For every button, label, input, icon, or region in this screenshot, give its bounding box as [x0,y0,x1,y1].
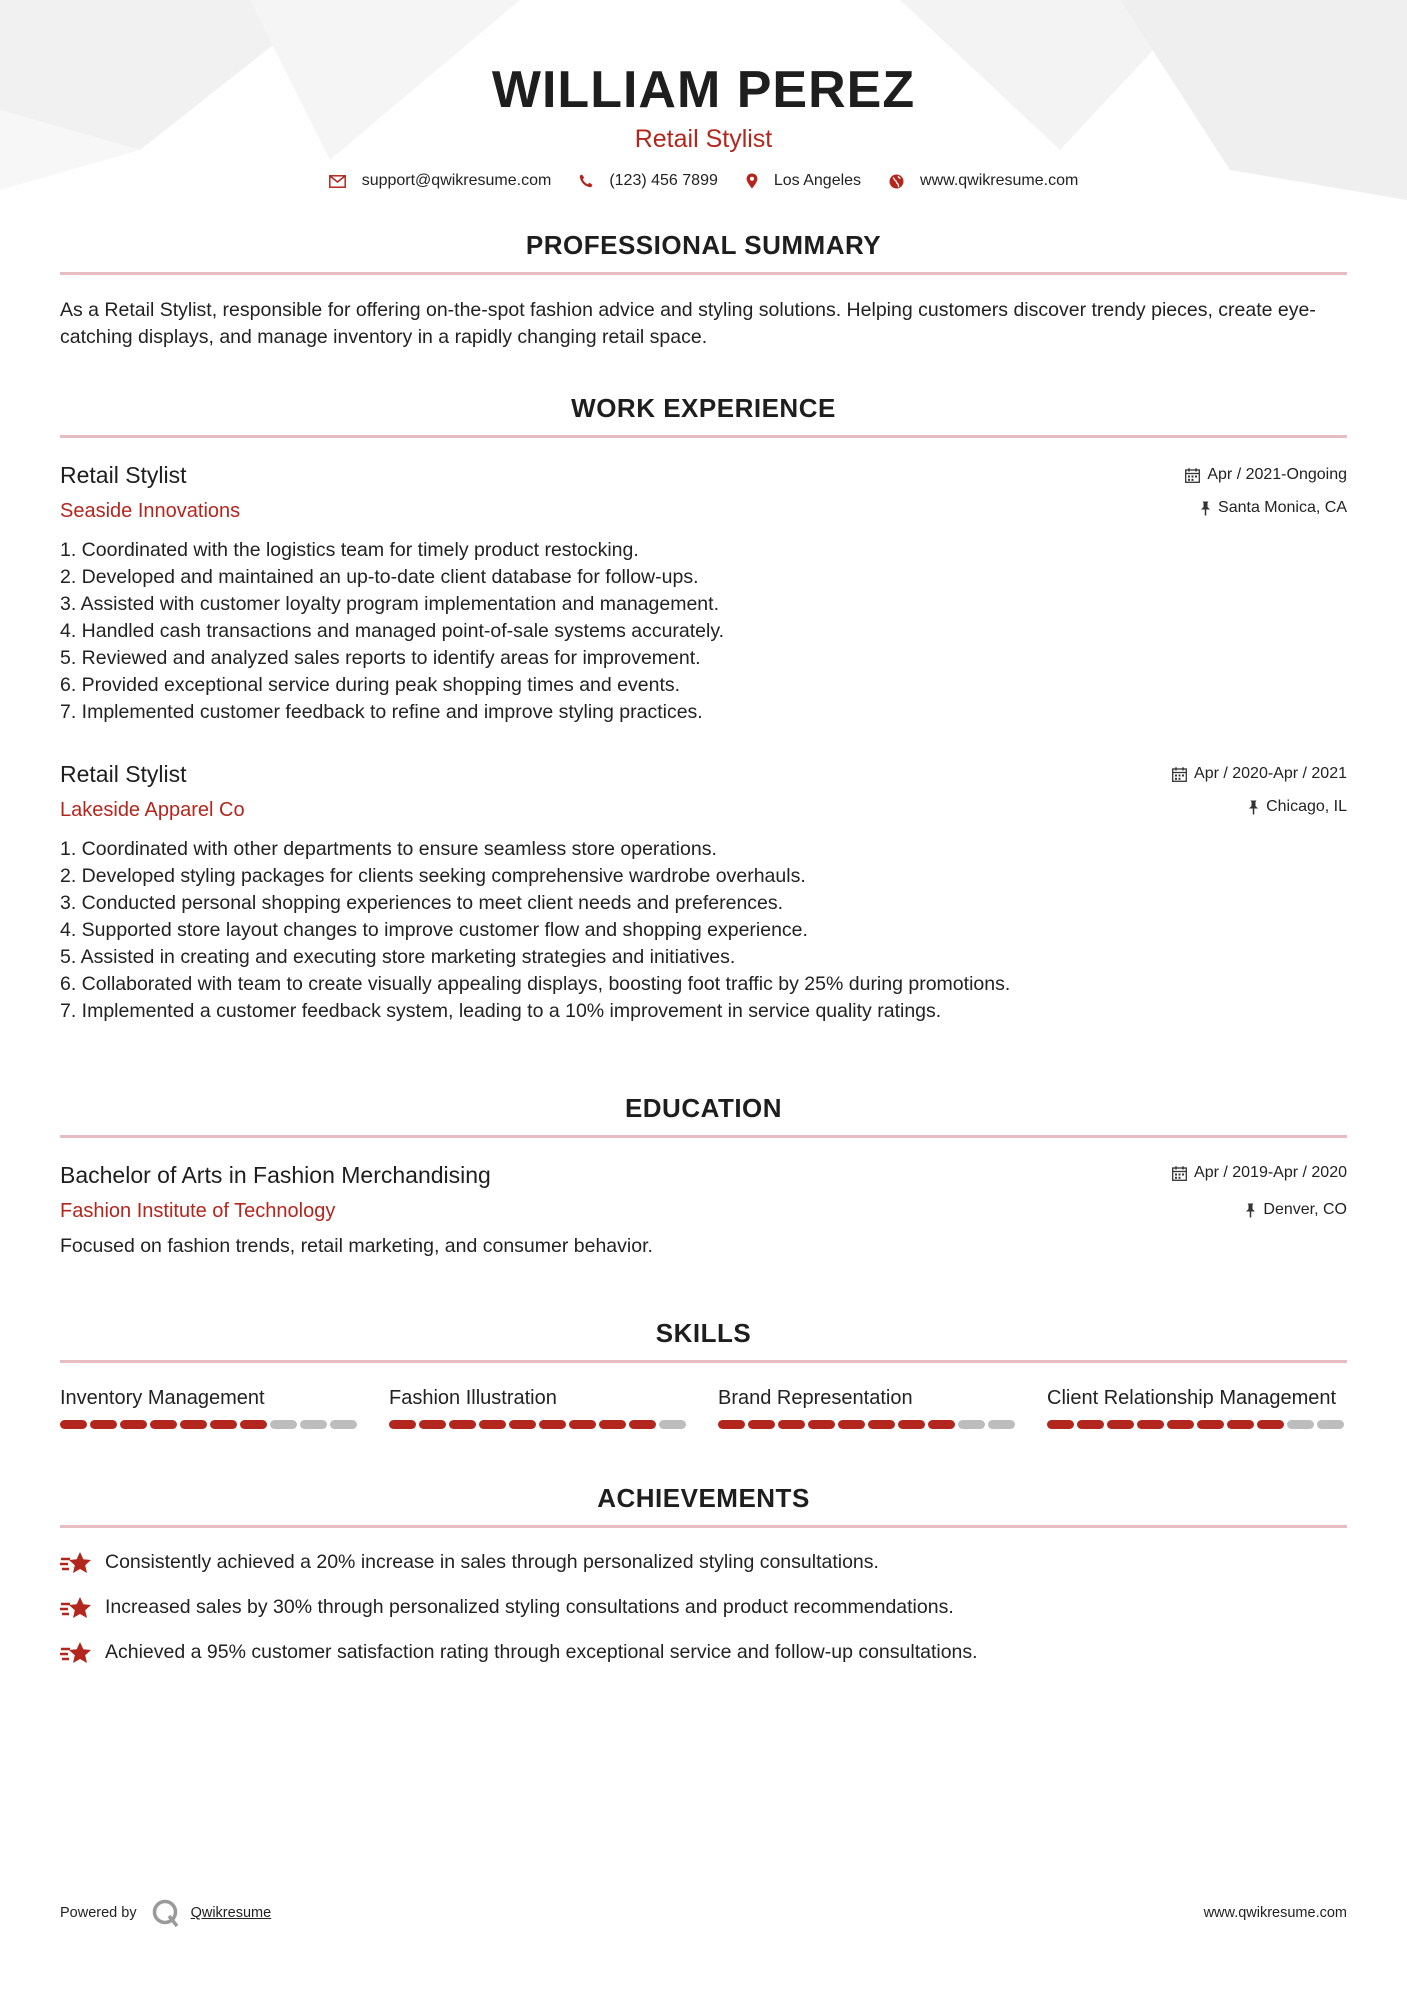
skill-name: Inventory Management [60,1387,265,1409]
job-location [1185,498,1347,518]
list-item: 7. Implemented customer feedback to refine and improve styling practices. [60,701,703,723]
job-meta [1172,759,1347,817]
job-role: Retail Stylist [60,761,187,787]
skill-dot-filled [778,1420,805,1429]
section-divider [60,1360,1347,1363]
skill-dot-empty [1287,1420,1314,1429]
contact-phone[interactable] [579,172,718,190]
skill-dot-filled [1167,1420,1194,1429]
job-company: Seaside Innovations [60,500,241,522]
powered-by-label: Powered by [60,1905,137,1921]
skill-dot-filled [210,1420,237,1429]
achievement-item [60,1540,1347,1585]
candidate-name: WILLIAM PEREZ [491,61,916,119]
skill-dot-filled [599,1420,626,1429]
job-dates-text: Apr / 2021-Ongoing [1207,466,1347,483]
skill-dot-empty [958,1420,985,1429]
phone-text: (123) 456 7899 [609,172,718,189]
skill-dot-empty [270,1420,297,1429]
skill-dot-filled [748,1420,775,1429]
qwikresume-logo-icon [151,1898,181,1928]
summary-section [60,228,1347,351]
section-divider [60,1135,1347,1138]
contact-bar [60,172,1347,190]
skill-dot-filled [1257,1420,1284,1429]
job-location-text: Chicago, IL [1266,798,1347,815]
education-description: Focused on fashion trends, retail marketing, and consumer behavior. [60,1235,653,1257]
star-icon [60,1595,93,1621]
job-dates [1172,764,1347,784]
skill-dot-filled [1077,1420,1104,1429]
section-divider [60,272,1347,275]
skill-dot-filled [1107,1420,1134,1429]
skill-rating [389,1420,718,1429]
footer [60,1898,1347,1928]
experience-section [60,391,1347,1025]
skill-dot-filled [120,1420,147,1429]
envelope-icon [329,175,346,188]
job-company: Lakeside Apparel Co [60,799,245,821]
job-bullets [60,836,1347,1025]
skill-rating [718,1420,1047,1429]
pushpin-icon [1248,800,1259,815]
star-icon [60,1550,93,1576]
skill-dot-filled [1227,1420,1254,1429]
footer-branding [60,1898,271,1928]
list-item: 5. Assisted in creating and executing store marketing strategies and initiatives. [60,946,736,968]
skill-dot-filled [898,1420,925,1429]
section-heading-experience: WORK EXPERIENCE [571,393,836,423]
star-icon [60,1640,93,1666]
pushpin-icon [1200,501,1211,516]
job-meta [1185,460,1347,518]
calendar-icon [1172,767,1187,782]
job-location [1172,797,1347,817]
list-item: 4. Supported store layout changes to improve customer flow and shopping experience. [60,919,808,941]
list-item: 6. Provided exceptional service during peak shopping times and events. [60,674,681,696]
skill-dot-filled [569,1420,596,1429]
education-meta [1172,1160,1347,1220]
section-divider [60,435,1347,438]
skill-item [718,1385,1047,1429]
skill-dot-filled [1197,1420,1224,1429]
skill-dot-filled [449,1420,476,1429]
skill-dot-empty [659,1420,686,1429]
skill-rating [60,1420,389,1429]
skill-dot-filled [539,1420,566,1429]
achievement-text: Increased sales by 30% through personalized styling consultations and product recommendations. [105,1596,954,1618]
skill-dot-filled [808,1420,835,1429]
education-dates-text: Apr / 2019-Apr / 2020 [1194,1164,1347,1181]
skill-dot-empty [1317,1420,1344,1429]
skill-dot-filled [838,1420,865,1429]
list-item: 2. Developed and maintained an up-to-date client database for follow-ups. [60,566,699,588]
map-pin-icon [746,173,758,189]
degree: Bachelor of Arts in Fashion Merchandising [60,1162,491,1188]
pushpin-icon [1245,1203,1256,1218]
skills-row [60,1385,1347,1429]
candidate-title: Retail Stylist [634,125,773,153]
list-item: 3. Assisted with customer loyalty program implementation and management. [60,593,719,615]
skill-dot-empty [330,1420,357,1429]
skill-dot-filled [928,1420,955,1429]
achievement-text: Achieved a 95% customer satisfaction rating through exceptional service and follow-up consultations. [105,1641,978,1663]
footer-website[interactable]: www.qwikresume.com [1203,1905,1347,1921]
list-item: 7. Implemented a customer feedback system, leading to a 10% improvement in service quality ratings. [60,1000,942,1022]
list-item: 3. Conducted personal shopping experiences to meet client needs and preferences. [60,892,784,914]
job-dates-text: Apr / 2020-Apr / 2021 [1194,765,1347,782]
list-item: 5. Reviewed and analyzed sales reports to identify areas for improvement. [60,647,701,669]
skill-dot-filled [240,1420,267,1429]
contact-website[interactable] [889,172,1078,190]
email-text: support@qwikresume.com [361,172,552,189]
skill-dot-filled [90,1420,117,1429]
skill-dot-filled [419,1420,446,1429]
education-location [1172,1200,1347,1220]
skill-dot-filled [1047,1420,1074,1429]
school: Fashion Institute of Technology [60,1200,336,1222]
skill-dot-filled [509,1420,536,1429]
contact-location [746,172,861,190]
skill-item [1047,1385,1347,1429]
skill-dot-filled [150,1420,177,1429]
section-heading-education: EDUCATION [624,1093,783,1123]
section-heading-summary: PROFESSIONAL SUMMARY [525,230,882,260]
section-heading-achievements: ACHIEVEMENTS [597,1483,810,1513]
education-entry [60,1160,1347,1260]
globe-icon [889,174,904,189]
job-role: Retail Stylist [60,462,187,488]
skill-rating [1047,1420,1347,1429]
skill-dot-empty [988,1420,1015,1429]
resume-header [60,0,1347,190]
list-item: 2. Developed styling packages for clients seeking comprehensive wardrobe overhauls. [60,865,806,887]
achievement-text: Consistently achieved a 20% increase in sales through personalized styling consultations. [105,1551,879,1573]
skill-dot-filled [60,1420,87,1429]
achievement-item [60,1585,1347,1630]
list-item: 4. Handled cash transactions and managed point-of-sale systems accurately. [60,620,725,642]
calendar-icon [1172,1166,1187,1181]
section-divider [60,1525,1347,1528]
education-location-text: Denver, CO [1263,1201,1347,1218]
skill-name: Fashion Illustration [389,1387,557,1409]
skill-dot-filled [479,1420,506,1429]
education-section [60,1091,1347,1260]
contact-email[interactable] [329,172,552,190]
job-entry [60,759,1347,1025]
list-item: 6. Collaborated with team to create visually appealing displays, boosting foot traffic by 25% during promotions. [60,973,1011,995]
skill-dot-filled [718,1420,745,1429]
qwikresume-link[interactable]: Qwikresume [190,1905,272,1921]
summary-text: As a Retail Stylist, responsible for offering on-the-spot fashion advice and styling solutions. Helping customers discover trendy pieces, create eye-catching displays, and manage inventory in a rapidly changing retail space. [60,299,1316,348]
education-dates [1172,1163,1347,1183]
skill-item [60,1385,389,1429]
skill-dot-filled [1137,1420,1164,1429]
skill-dot-filled [629,1420,656,1429]
job-entry [60,460,1347,726]
job-location-text: Santa Monica, CA [1218,499,1347,516]
list-item: 1. Coordinated with the logistics team for timely product restocking. [60,539,639,561]
skill-dot-empty [300,1420,327,1429]
achievement-item [60,1630,1347,1675]
calendar-icon [1185,468,1200,483]
phone-icon [579,174,593,188]
location-text: Los Angeles [773,172,862,189]
skill-item [389,1385,718,1429]
section-heading-skills: SKILLS [655,1318,752,1348]
skill-dot-filled [389,1420,416,1429]
achievements-section [60,1481,1347,1675]
skill-dot-filled [868,1420,895,1429]
list-item: 1. Coordinated with other departments to ensure seamless store operations. [60,838,717,860]
job-bullets [60,537,1347,726]
skill-name: Brand Representation [718,1387,913,1409]
skill-dot-filled [180,1420,207,1429]
job-dates [1185,465,1347,485]
website-text: www.qwikresume.com [920,172,1079,189]
skill-name: Client Relationship Management [1047,1387,1337,1409]
skills-section [60,1316,1347,1429]
